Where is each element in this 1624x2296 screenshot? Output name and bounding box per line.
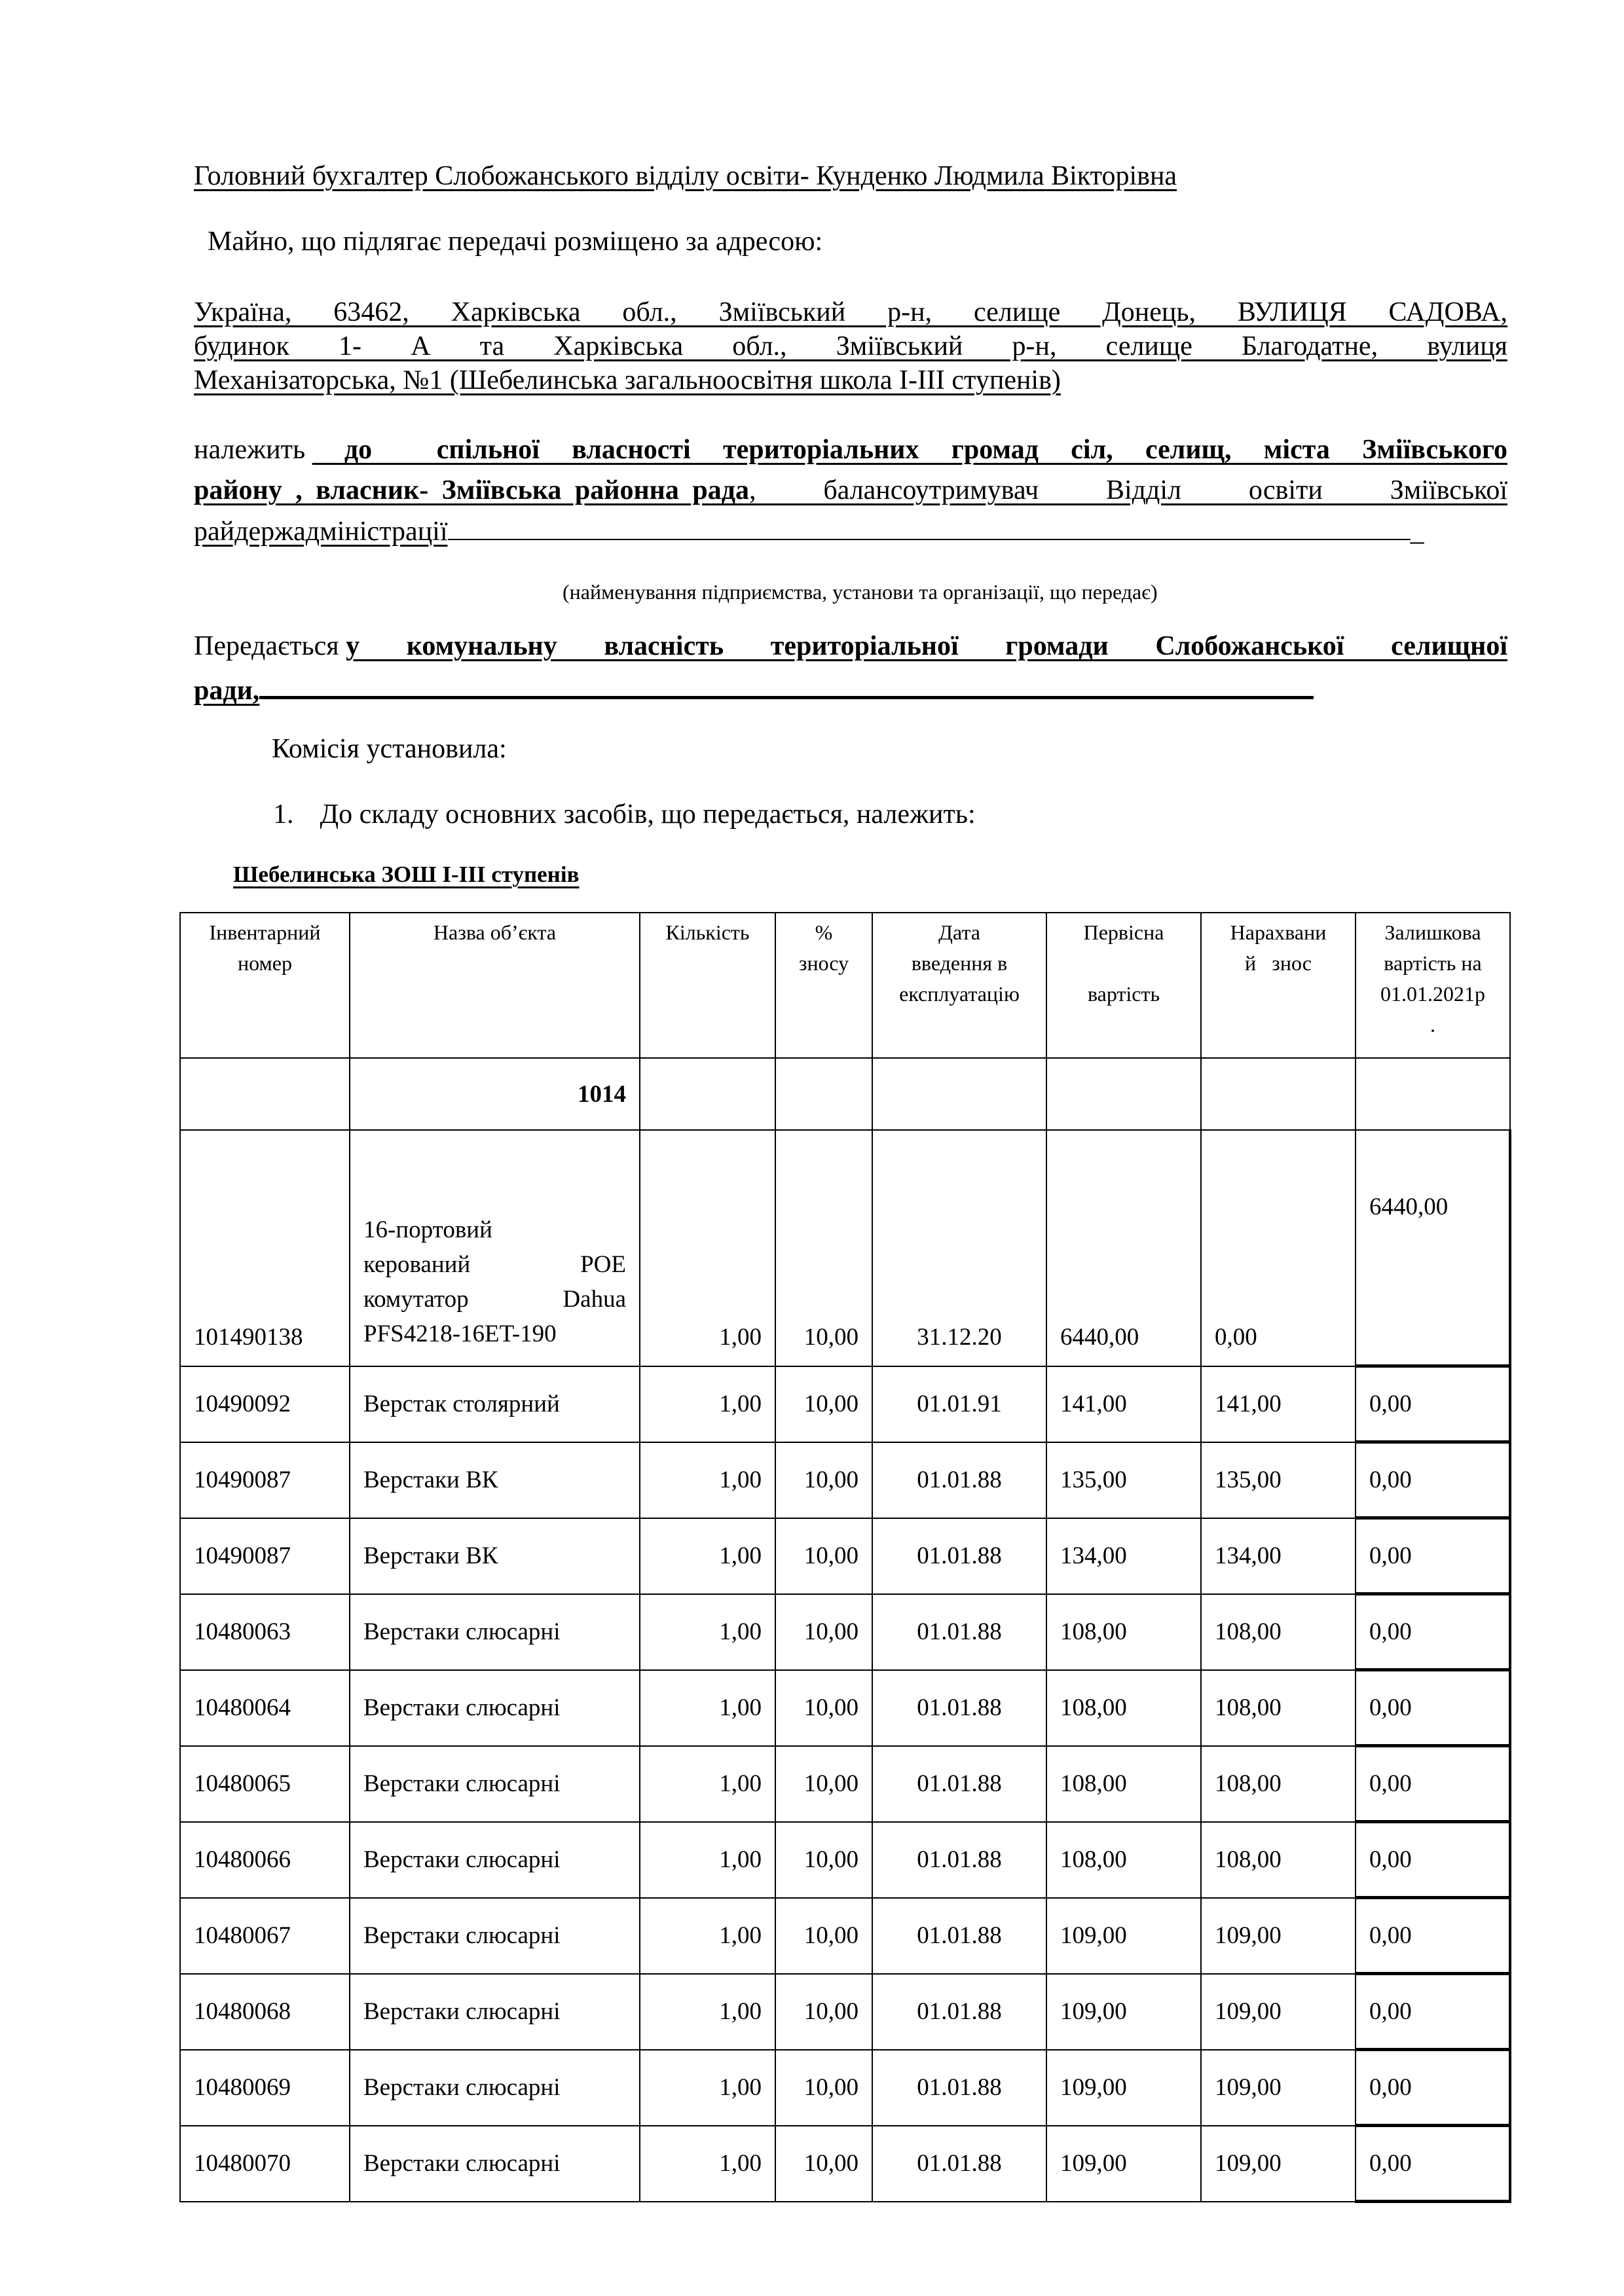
cell-accumulated-depreciation: 135,00 [1201, 1442, 1356, 1518]
cell-quantity: 1,00 [640, 1518, 775, 1594]
transfer-prefix: Передається [194, 631, 346, 661]
cell-name: Верстаки слюсарні [350, 1898, 640, 1974]
cell-wear-percent: 10,00 [775, 1130, 872, 1366]
table-header-row [180, 913, 1510, 1058]
cell-accumulated-depreciation: 109,00 [1201, 1974, 1356, 2050]
cell-inventory: 10480066 [180, 1822, 350, 1898]
cell-initial-value: 134,00 [1046, 1518, 1201, 1594]
cell-quantity: 1,00 [640, 1594, 775, 1670]
cell-date: 01.01.88 [872, 1974, 1046, 2050]
cell-initial-value: 108,00 [1046, 1822, 1201, 1898]
cell-date: 01.01.88 [872, 1518, 1046, 1594]
transfer-bold-2: ради, [194, 676, 260, 706]
cell-initial-value: 109,00 [1046, 1898, 1201, 1974]
cell-wear-percent: 10,00 [775, 1594, 872, 1670]
cell-name: Верстак столярний [350, 1366, 640, 1442]
table-row [180, 1898, 1510, 1974]
cell-initial-value: 141,00 [1046, 1366, 1201, 1442]
cell-residual-value: 0,00 [1356, 1898, 1510, 1974]
col-header-accumulated-depreciation: Нарахвани й знос [1201, 913, 1356, 1058]
cell-wear-percent: 10,00 [775, 1366, 872, 1442]
cell-name: Верстаки слюсарні [350, 2126, 640, 2202]
col-header-commission-date: Дата введення в експлуатацію [872, 913, 1046, 1058]
cell-name: Верстаки слюсарні [350, 1594, 640, 1670]
cell-date: 01.01.88 [872, 1594, 1046, 1670]
cell-residual-value: 0,00 [1356, 1594, 1510, 1670]
table-row [180, 2050, 1510, 2126]
cell-quantity: 1,00 [640, 1442, 775, 1518]
property-location-label: Майно, що підлягає передачі розміщено за адресою: [208, 227, 823, 257]
cell-quantity: 1,00 [640, 2050, 775, 2126]
cell-inventory: 10480067 [180, 1898, 350, 1974]
cell-name: Верстаки слюсарні [350, 2050, 640, 2126]
cell-residual-value: 0,00 [1356, 1974, 1510, 2050]
cell-date: 01.01.91 [872, 1366, 1046, 1442]
cell-date: 01.01.88 [872, 1442, 1046, 1518]
commission-label: Комісія установила: [272, 734, 507, 764]
cell-initial-value: 108,00 [1046, 1594, 1201, 1670]
cell-residual-value: 6440,00 [1356, 1130, 1510, 1366]
cell-name: 16-портовий керований POE комутатор Dahua PFS4218-16ET-190 [350, 1130, 640, 1366]
cell-wear-percent: 10,00 [775, 1518, 872, 1594]
cell-wear-percent: 10,00 [775, 2126, 872, 2202]
belongs-line-1 [194, 433, 1507, 467]
cell-inventory: 10480064 [180, 1670, 350, 1746]
belongs-line-2 [194, 473, 1507, 507]
cell-wear-percent: 10,00 [775, 1746, 872, 1822]
cell-name: Верстаки слюсарні [350, 1746, 640, 1822]
cell-residual-value: 0,00 [1356, 2126, 1510, 2202]
col-header-quantity: Кількість [640, 913, 775, 1058]
cell-quantity: 1,00 [640, 1130, 775, 1366]
address-line-1: Україна, 63462, Харківська обл., Зміївський р-н, селище Донець, ВУЛИЦЯ САДОВА, [194, 297, 1507, 327]
cell-wear-percent: 10,00 [775, 1822, 872, 1898]
address-line-3: Механізаторська, №1 (Шебелинська загальноосвітня школа І-ІІІ ступенів) [194, 365, 1061, 395]
table-row [180, 1670, 1510, 1746]
cell-date: 01.01.88 [872, 2050, 1046, 2126]
cell-initial-value: 6440,00 [1046, 1130, 1201, 1366]
cell-inventory: 10480069 [180, 2050, 350, 2126]
cell-quantity: 1,00 [640, 1746, 775, 1822]
cell-inventory: 10480065 [180, 1746, 350, 1822]
table-row [180, 1518, 1510, 1594]
transfer-bold-1: у комунальну власність територіальної громади Слобожанської селищної [346, 631, 1507, 661]
cell-inventory: 10490092 [180, 1366, 350, 1442]
cell-quantity: 1,00 [640, 1366, 775, 1442]
cell-residual-value: 0,00 [1356, 1518, 1510, 1594]
cell-accumulated-depreciation: 141,00 [1201, 1366, 1356, 1442]
table-row [180, 1822, 1510, 1898]
table-row [180, 1442, 1510, 1518]
cell-accumulated-depreciation: 109,00 [1201, 2050, 1356, 2126]
cell-name: Верстаки слюсарні [350, 1670, 640, 1746]
table-row [180, 1594, 1510, 1670]
cell-inventory: 10480063 [180, 1594, 350, 1670]
cell-name: Верстаки слюсарні [350, 1974, 640, 2050]
table-row [180, 2126, 1510, 2202]
cell-initial-value: 109,00 [1046, 2126, 1201, 2202]
belongs-prefix: належить [194, 435, 312, 465]
cell-name: Верстаки ВК [350, 1442, 640, 1518]
address-line-2: будинок 1- А та Харківська обл., Зміївський р-н, селище Благодатне, вулиця [194, 331, 1507, 361]
col-header-wear-percent: % зносу [775, 913, 872, 1058]
cell-accumulated-depreciation: 108,00 [1201, 1822, 1356, 1898]
blank-underline [448, 513, 1411, 540]
cell-wear-percent: 10,00 [775, 1442, 872, 1518]
col-header-initial-value: Первісна вартість [1046, 913, 1201, 1058]
cell-wear-percent: 10,00 [775, 1898, 872, 1974]
cell-quantity: 1,00 [640, 1822, 775, 1898]
cell-residual-value: 0,00 [1356, 1366, 1510, 1442]
cell-residual-value: 0,00 [1356, 2050, 1510, 2126]
table-row [180, 1366, 1510, 1442]
list-item-1 [273, 797, 976, 831]
cell-residual-value: 0,00 [1356, 1822, 1510, 1898]
cell-name: Верстаки ВК [350, 1518, 640, 1594]
transfer-line-1 [194, 629, 1507, 663]
cell-date: 31.12.20 [872, 1130, 1046, 1366]
assets-table [179, 912, 1511, 2203]
cell-name: Верстаки слюсарні [350, 1822, 640, 1898]
list-number: 1. [273, 799, 294, 829]
cell-inventory: 10490087 [180, 1518, 350, 1594]
col-header-name: Назва об’єкта [350, 913, 640, 1058]
table-row [180, 1130, 1510, 1366]
cell-date: 01.01.88 [872, 1822, 1046, 1898]
caption-organization: (найменування підприємства, установи та організації, що передає) [563, 580, 1158, 604]
cell-initial-value: 109,00 [1046, 1974, 1201, 2050]
cell-wear-percent: 10,00 [775, 1974, 872, 2050]
cell-inventory: 10480068 [180, 1974, 350, 2050]
section-title: Шебелинська ЗОШ І-ІІІ ступенів [233, 862, 580, 887]
cell-initial-value: 108,00 [1046, 1670, 1201, 1746]
cell-residual-value: 0,00 [1356, 1442, 1510, 1518]
cell-accumulated-depreciation: 108,00 [1201, 1746, 1356, 1822]
list-text: До складу основних засобів, що передається, належить: [320, 799, 976, 829]
transfer-blank-underline [259, 671, 1314, 699]
cell-residual-value: 0,00 [1356, 1670, 1510, 1746]
cell-inventory: 10480070 [180, 2126, 350, 2202]
cell-quantity: 1,00 [640, 2126, 775, 2202]
cell-accumulated-depreciation: 134,00 [1201, 1518, 1356, 1594]
chief-accountant-line: Головний бухгалтер Слобожанського відділу освіти- Кунденко Людмила Вікторівна [194, 161, 1177, 191]
cell-inventory: 101490138 [180, 1130, 350, 1366]
cell-inventory: 10490087 [180, 1442, 350, 1518]
cell-accumulated-depreciation: 109,00 [1201, 2126, 1356, 2202]
cell-quantity: 1,00 [640, 1974, 775, 2050]
cell-date: 01.01.88 [872, 1746, 1046, 1822]
col-header-inventory: Інвентарний номер [180, 913, 350, 1058]
cell-initial-value: 108,00 [1046, 1746, 1201, 1822]
cell-residual-value: 0,00 [1356, 1746, 1510, 1822]
cell-accumulated-depreciation: 0,00 [1201, 1130, 1356, 1366]
cell-quantity: 1,00 [640, 1898, 775, 1974]
table-row [180, 1974, 1510, 2050]
cell-initial-value: 109,00 [1046, 2050, 1201, 2126]
belongs-bold-1: до спільної власності територіальних громад сіл, селищ, міста Зміївського [312, 435, 1507, 465]
cell-accumulated-depreciation: 108,00 [1201, 1670, 1356, 1746]
group-row [180, 1058, 1510, 1130]
cell-accumulated-depreciation: 109,00 [1201, 1898, 1356, 1974]
cell-date: 01.01.88 [872, 1898, 1046, 1974]
cell-quantity: 1,00 [640, 1670, 775, 1746]
cell-accumulated-depreciation: 108,00 [1201, 1594, 1356, 1670]
cell-wear-percent: 10,00 [775, 1670, 872, 1746]
belongs-balance-holder: , балансоутримувач Відділ освіти Зміївської [748, 475, 1507, 505]
belongs-trailing: _ [1410, 517, 1424, 547]
table-row [180, 1746, 1510, 1822]
cell-date: 01.01.88 [872, 2126, 1046, 2202]
cell-wear-percent: 10,00 [775, 2050, 872, 2126]
belongs-admin: райдержадміністрації [194, 517, 448, 547]
belongs-owner: району , власник- Зміївська районна рада [194, 475, 749, 505]
group-label: 1014 [350, 1058, 640, 1130]
transfer-line-2 [194, 671, 1314, 708]
cell-initial-value: 135,00 [1046, 1442, 1201, 1518]
belongs-line-3 [194, 513, 1424, 549]
col-header-residual-value: Залишкова вартість на 01.01.2021р . [1356, 913, 1510, 1058]
cell-date: 01.01.88 [872, 1670, 1046, 1746]
